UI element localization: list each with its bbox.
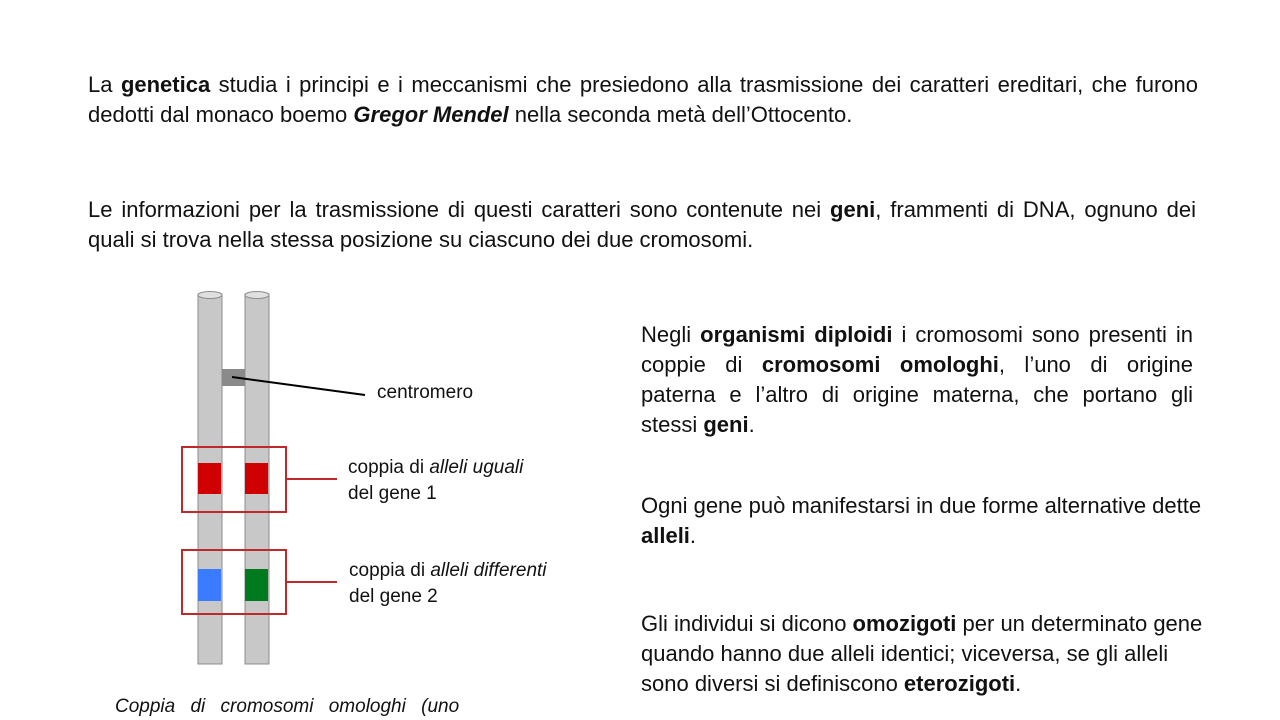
term-omozigoti: omozigoti bbox=[852, 611, 957, 636]
text: Ogni gene può manifestarsi in due forme alternative dette bbox=[641, 493, 1202, 518]
gene2-label-alleles: alleli differenti bbox=[430, 560, 547, 581]
text: . bbox=[1015, 671, 1022, 696]
chromosome-right-top bbox=[245, 292, 269, 299]
gene1-label-alleles: alleli uguali bbox=[429, 457, 524, 478]
paragraph-diploid bbox=[641, 320, 1193, 440]
gene2-label-line2: del gene 2 bbox=[349, 586, 438, 607]
text: per un determinato gene quando hanno due alleli identici; viceversa, se gli alleli sono diversi si definiscono bbox=[641, 611, 1203, 696]
paragraph-zygosity bbox=[641, 609, 1219, 699]
text: . bbox=[689, 523, 697, 548]
text: . bbox=[748, 412, 755, 437]
text: Negli bbox=[641, 322, 701, 347]
paragraph-alleles bbox=[641, 491, 1221, 551]
gene1-label-line2: del gene 1 bbox=[348, 483, 437, 504]
term-organismi-diploidi: organismi diploidi bbox=[700, 322, 893, 347]
text: nella seconda metà dell’Ottocento. bbox=[508, 102, 853, 127]
gene2-label bbox=[349, 558, 547, 610]
chromosome-left-top bbox=[198, 292, 222, 299]
text: , frammenti di DNA, ognuno dei quali si trova nella stessa posizione su ciascuno dei due cromosomi. bbox=[88, 197, 1196, 252]
name-gregor-mendel: Gregor Mendel bbox=[353, 102, 509, 127]
allele-green bbox=[245, 569, 268, 601]
gene2-label-prefix: coppia di bbox=[349, 560, 431, 581]
allele-red-left bbox=[198, 463, 221, 494]
term-alleli: alleli bbox=[641, 523, 690, 548]
intro-paragraph-genetics bbox=[88, 70, 1198, 130]
gene1-label bbox=[348, 455, 523, 507]
term-cromosomi-omologhi: cromosomi omologhi bbox=[761, 352, 999, 377]
allele-red-right bbox=[245, 463, 268, 494]
intro-paragraph-genes bbox=[88, 195, 1196, 255]
text: i cromosomi sono presenti in coppie di bbox=[641, 322, 1194, 377]
homologous-chromosomes-diagram bbox=[0, 280, 620, 680]
gene1-label-prefix: coppia di bbox=[348, 457, 430, 478]
term-genetica: genetica bbox=[120, 72, 211, 97]
diagram-caption: Coppia di cromosomi omologhi (uno bbox=[115, 696, 460, 717]
text: Le informazioni per la trasmissione di questi caratteri sono contenute nei bbox=[88, 197, 831, 222]
centromere-label: centromero bbox=[377, 382, 474, 403]
term-eterozigoti: eterozigoti bbox=[903, 671, 1016, 696]
term-geni: geni bbox=[830, 197, 876, 222]
text: La bbox=[88, 72, 121, 97]
text: studia i principi e i meccanismi che presiedono alla trasmissione dei caratteri ereditari, che furono dedotti dal monaco boemo bbox=[88, 72, 1198, 127]
text: , l’uno di origine paterna e l’altro di origine materna, che portano gli stessi bbox=[641, 352, 1193, 437]
term-geni: geni bbox=[703, 412, 749, 437]
text: Gli individui si dicono bbox=[641, 611, 853, 636]
allele-blue bbox=[198, 569, 221, 601]
